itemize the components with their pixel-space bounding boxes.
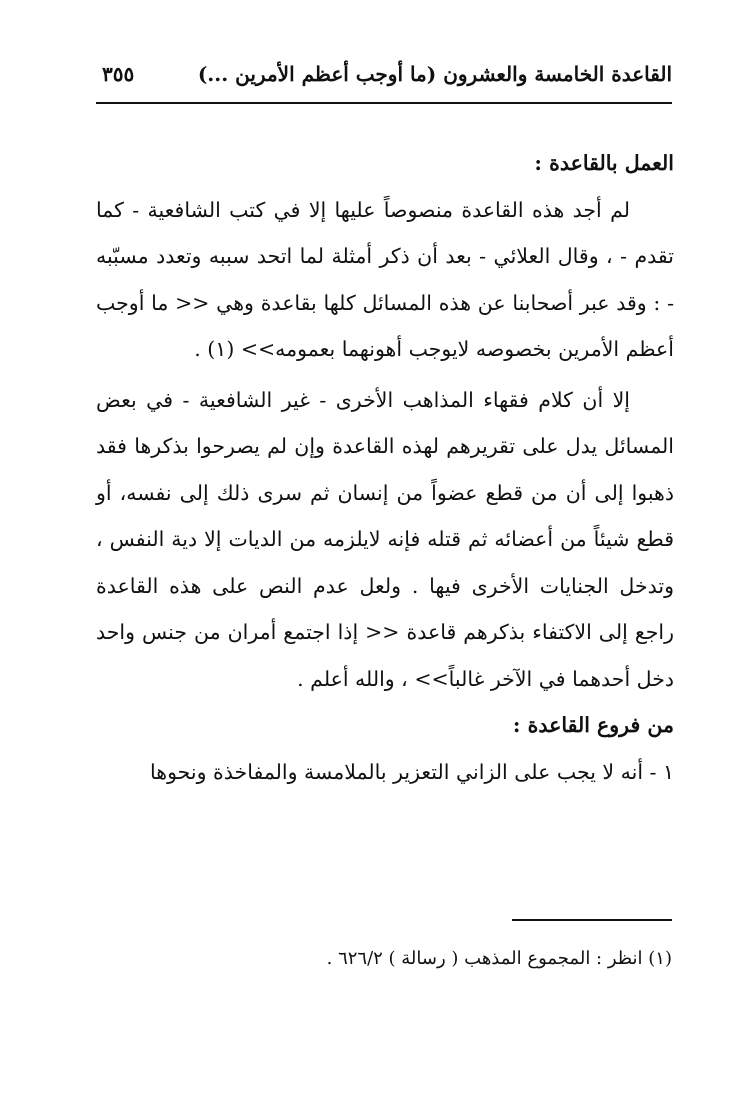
- section-heading-application: العمل بالقاعدة :: [534, 151, 674, 175]
- running-header-title: القاعدة الخامسة والعشرون (ما أوجب أعظم الأمرين ...): [197, 62, 672, 86]
- paragraph-2: إلا أن كلام فقهاء المذاهب الأخرى - غير الشافعية - في بعض المسائل يدل على تقريرهم لهذه القاعدة وإن لم يصرحوا بذكرها فقد ذهبوا إلى أن من قطع عضواً من إنسان ثم سرى ذلك إلى نفسه، أو قطع شيئاً من أعضائه ثم قتله فإنه لايلزمه من الديات إلا دية النفس ، وتدخل الجنايات الأخرى فيها . ولعل عدم النص على هذه القاعدة راجع إلى الاكتفاء بذكرهم قاعدة << إذا اجتمع أمران من جنس واحد دخل أحدهما في الآخر غالباً>> ، والله أعلم .: [96, 387, 674, 691]
- page-number: ٣٥٥: [102, 62, 135, 86]
- running-header: [96, 58, 672, 98]
- footnote-rule: [512, 919, 672, 921]
- header-rule: [96, 102, 672, 104]
- main-text: [96, 140, 674, 795]
- branch-item-1: ١ - أنه لا يجب على الزاني التعزير بالملامسة والمفاخذة ونحوها: [150, 759, 674, 784]
- paragraph-1: لم أجد هذه القاعدة منصوصاً عليها إلا في كتب الشافعية - كما تقدم - ، وقال العلائي - بعد أن ذكر أمثلة لما اتحد سببه وتعدد مسبّبه - : وقد عبر أصحابنا عن هذه المسائل كلها بقاعدة وهي << ما أوجب أعظم الأمرين بخصوصه لايوجب أهونهما بعمومه>> (١) .: [96, 197, 674, 361]
- section-heading-branches: من فروع القاعدة :: [512, 713, 674, 737]
- footnote: (١) انظر : المجموع المذهب ( رسالة ) ٦٢٦/٢ .: [326, 948, 672, 969]
